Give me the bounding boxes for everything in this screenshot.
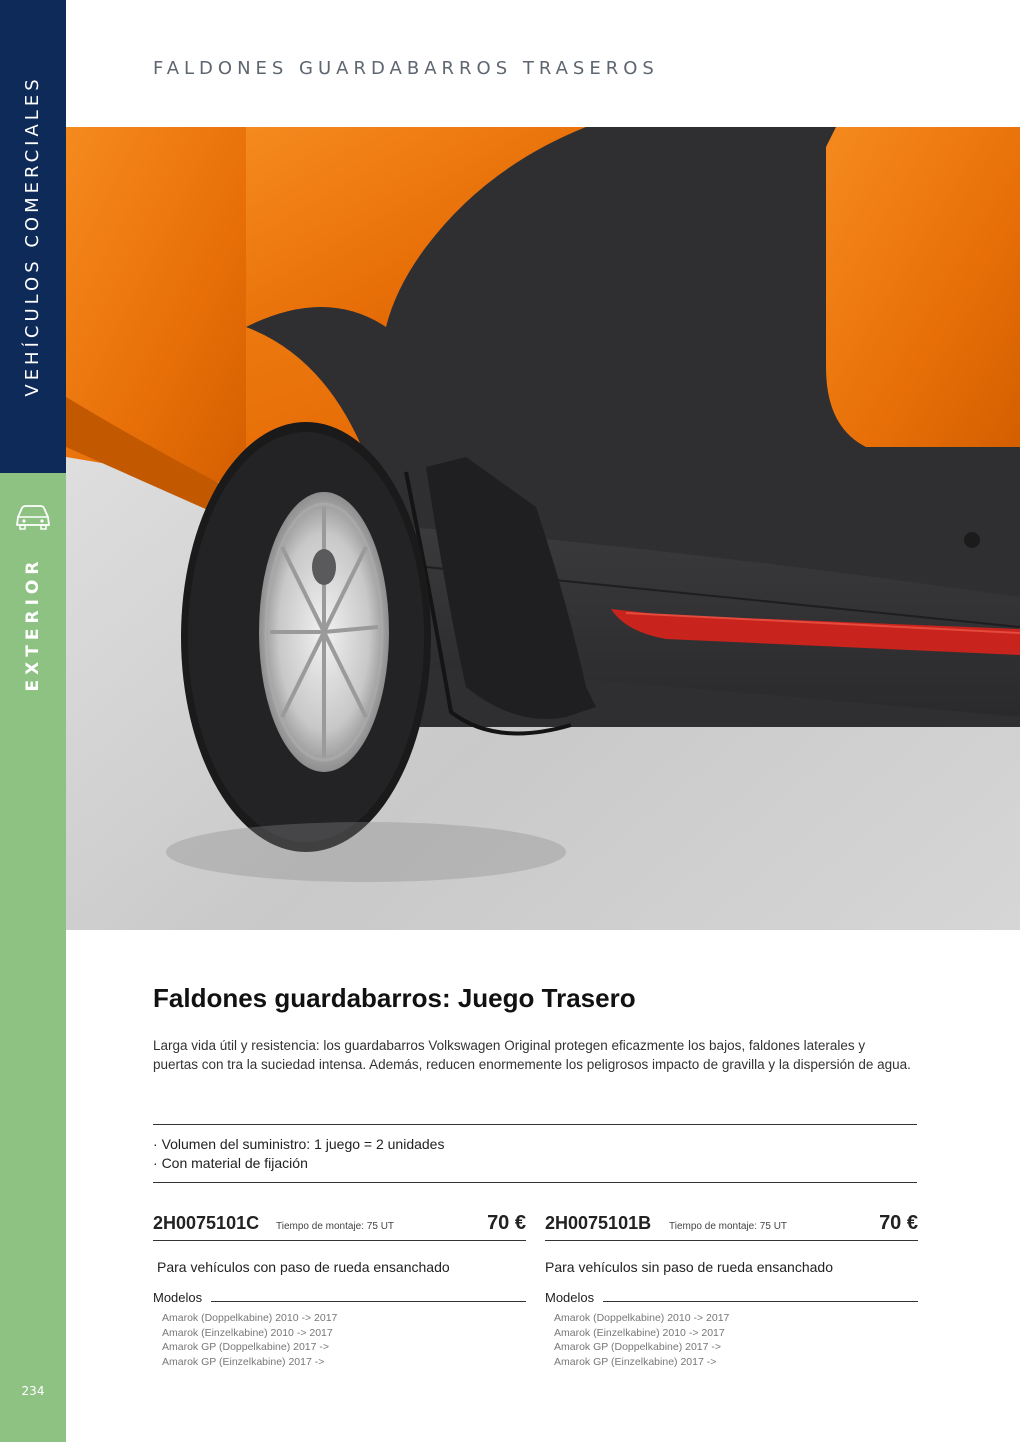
models-header xyxy=(153,1290,526,1304)
price: 70 € xyxy=(487,1212,526,1234)
feature-list xyxy=(153,1135,444,1173)
feature-item: · Volumen del suministro: 1 juego = 2 unidades xyxy=(153,1135,444,1154)
page-number: 234 xyxy=(21,1384,45,1398)
variant-header xyxy=(153,1210,526,1241)
mount-time: Tiempo de montaje: 75 UT xyxy=(276,1221,395,1232)
fitment-text: Para vehículos sin paso de rueda ensanchado xyxy=(545,1259,833,1275)
product-title: Faldones guardabarros: Juego Trasero xyxy=(153,983,636,1013)
model-item: Amarok GP (Einzelkabine) 2017 -> xyxy=(554,1355,717,1368)
variant-card xyxy=(153,1210,526,1368)
van-mudflap-illustration xyxy=(66,127,1020,930)
model-item: Amarok (Doppelkabine) 2010 -> 2017 xyxy=(162,1312,338,1324)
variant-card xyxy=(545,1210,918,1368)
section-title: FALDONES GUARDABARROS TRASEROS xyxy=(153,58,659,79)
models-list xyxy=(162,1311,337,1369)
model-item: Amarok (Einzelkabine) 2010 -> 2017 xyxy=(162,1326,333,1339)
fitment-text: Para vehículos con paso de rueda ensanchado xyxy=(157,1259,450,1275)
product-description: Larga vida útil y resistencia: los guardabarros Volkswagen Original protegen eficazmente los bajos, faldones laterales y puertas con tra la suciedad intensa. Además, reducen enormemente los peligrosos impacto de gravilla y la dispersión de agua. xyxy=(153,1038,911,1072)
mount-time: Tiempo de montaje: 75 UT xyxy=(669,1221,788,1232)
divider xyxy=(153,1182,917,1183)
models-header xyxy=(545,1290,918,1304)
part-number: 2H0075101B xyxy=(545,1213,652,1233)
part-number: 2H0075101C xyxy=(153,1213,260,1233)
model-item: Amarok (Doppelkabine) 2010 -> 2017 xyxy=(554,1312,730,1324)
feature-item: · Con material de fijación xyxy=(153,1154,444,1173)
variant-header xyxy=(545,1210,918,1241)
models-list xyxy=(554,1311,729,1369)
models-divider xyxy=(211,1301,526,1302)
price: 70 € xyxy=(879,1212,918,1234)
model-item: Amarok (Einzelkabine) 2010 -> 2017 xyxy=(554,1326,725,1339)
sidebar xyxy=(0,0,66,1442)
car-icon xyxy=(14,501,52,531)
model-item: Amarok GP (Einzelkabine) 2017 -> xyxy=(162,1355,325,1368)
hero-image xyxy=(66,127,1020,930)
sidebar-section: EXTERIOR xyxy=(23,556,43,692)
models-label: Modelos xyxy=(545,1290,600,1305)
model-item: Amarok GP (Doppelkabine) 2017 -> xyxy=(162,1341,330,1353)
models-divider xyxy=(603,1301,918,1302)
models-label: Modelos xyxy=(153,1290,208,1305)
model-item: Amarok GP (Doppelkabine) 2017 -> xyxy=(554,1341,722,1353)
sidebar-category: VEHÍCULOS COMERCIALES xyxy=(22,75,43,397)
divider xyxy=(153,1124,917,1125)
